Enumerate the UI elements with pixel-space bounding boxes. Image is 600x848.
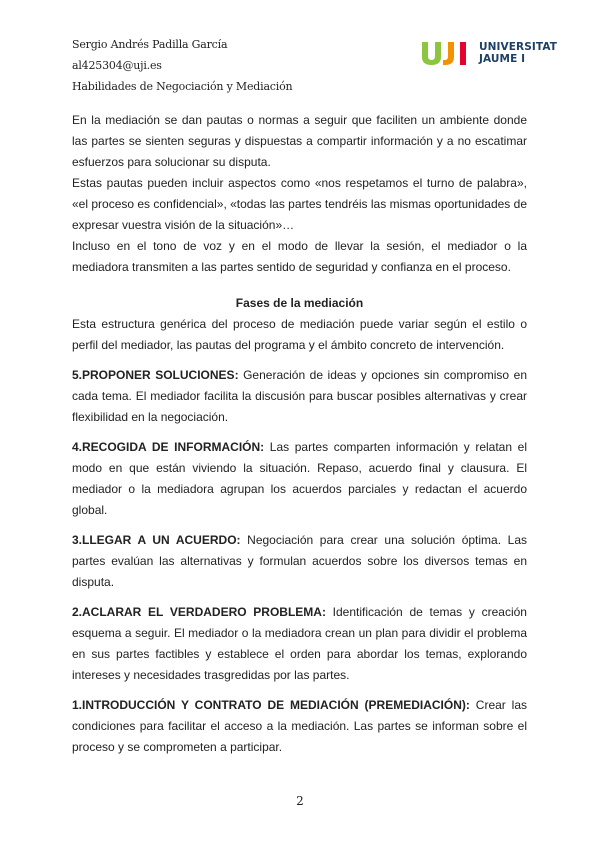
spacer bbox=[72, 356, 527, 365]
intro-paragraph-1: En la mediación se dan pautas o normas a seguir que faciliten un ambiente donde las partes se sienten seguras y dispuestas a compartir información y a no escatimar esfuerzos para solucionar su disputa. bbox=[72, 113, 527, 169]
phase-1 bbox=[72, 695, 527, 758]
phase-text: Las partes comparten información y relatan el modo en que están viviendo la situación. Repaso, acuerdo final y clausura. El mediador o la mediadora agrupan los acuerdos parciales y redactan el acuerdo global. bbox=[72, 440, 528, 517]
section-intro: Esta estructura genérica del proceso de mediación puede variar según el estilo o perfil del mediador, las pautas del programa y el ámbito concreto de intervención. bbox=[72, 317, 527, 352]
university-logo bbox=[421, 40, 562, 66]
author-block bbox=[72, 34, 292, 97]
document-body bbox=[72, 110, 527, 758]
phase-title: 5.PROPONER SOLUCIONES: bbox=[72, 368, 239, 382]
author-email: al425304@uji.es bbox=[72, 59, 162, 72]
uji-logo-mark-icon bbox=[421, 40, 473, 66]
phase-title: 4.RECOGIDA DE INFORMACIÓN: bbox=[72, 440, 265, 454]
phase-text: Crear las condiciones para facilitar el acceso a la mediación. Las partes se informan sobre el proceso y se comprometen a participar. bbox=[72, 698, 528, 754]
phase-text: Negociación para crear una solución óptima. Las partes evalúan las alternativas y formulan acuerdos sobre los diversos temas en disputa. bbox=[72, 533, 528, 589]
phase-title: 3.LLEGAR A UN ACUERDO: bbox=[72, 533, 241, 547]
section-heading: Fases de la mediación bbox=[235, 296, 364, 310]
logo-wordmark bbox=[479, 41, 557, 65]
spacer bbox=[72, 686, 527, 695]
phase-2 bbox=[72, 602, 527, 686]
page-header bbox=[72, 34, 562, 94]
phase-title: 2.ACLARAR EL VERDADERO PROBLEMA: bbox=[72, 605, 326, 619]
intro-paragraph-3: Incluso en el tono de voz y en el modo de llevar la sesión, el mediador o la mediadora transmiten a las partes sentido de seguridad y confianza en el proceso. bbox=[72, 239, 527, 274]
phase-3 bbox=[72, 530, 527, 593]
phase-title: 1.INTRODUCCIÓN Y CONTRATO DE MEDIACIÓN (PREMEDIACIÓN): bbox=[72, 698, 470, 712]
logo-line-1: UNIVERSITAT bbox=[479, 41, 557, 53]
author-name: Sergio Andrés Padilla García bbox=[72, 38, 228, 51]
intro-paragraph-2: Estas pautas pueden incluir aspectos como «nos respetamos el turno de palabra», «el proceso es confidencial», «todas las partes tendréis las mismas oportunidades de expresar vuestra visión de la situación»… bbox=[72, 176, 527, 232]
spacer bbox=[72, 521, 527, 530]
phase-5 bbox=[72, 365, 527, 428]
spacer bbox=[72, 278, 527, 287]
phase-text: Identificación de temas y creación esquema a seguir. El mediador o la mediadora crean un plan para dividir el problema en sus partes factibles y establece el orden para abordar los temas, explorando intereses y necesidades trasgredidas por las partes. bbox=[72, 605, 527, 682]
spacer bbox=[72, 428, 527, 437]
course-subject: Habilidades de Negociación y Mediación bbox=[72, 80, 293, 93]
page-number: 2 bbox=[296, 794, 304, 808]
phase-text: Generación de ideas y opciones sin compromiso en cada tema. El mediador facilita la discusión para buscar posibles alternativas y crear flexibilidad en la negociación. bbox=[72, 368, 527, 424]
phase-4 bbox=[72, 437, 527, 521]
spacer bbox=[72, 593, 527, 602]
logo-line-2: JAUME I bbox=[479, 53, 526, 65]
